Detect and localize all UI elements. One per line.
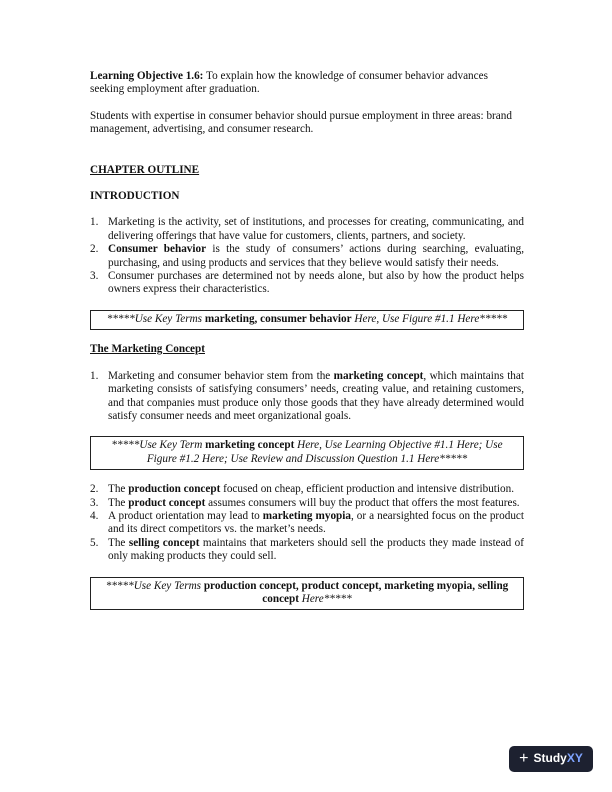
document-page	[90, 70, 524, 623]
list-item: 5. The selling concept maintains that marketers should sell the products they made instead of only making products they could sell.	[90, 536, 524, 563]
list-item: 4. A product orientation may lead to marketing myopia, or a nearsighted focus on the product and its direct competitors vs. the market’s needs.	[90, 509, 524, 536]
key-terms-box-1: *****Use Key Terms marketing, consumer behavior Here, Use Figure #1.1 Here*****	[90, 310, 524, 330]
list-item: 3. Consumer purchases are determined not by needs alone, but also by how the product helps owners express their characteristics.	[90, 270, 524, 296]
learning-objective	[90, 70, 524, 97]
marketing-concept-list-1	[90, 370, 524, 424]
chapter-outline-heading: CHAPTER OUTLINE	[90, 163, 200, 176]
objective-text: To explain how the knowledge of consumer behavior advances seeking employment after graduation.	[90, 70, 488, 96]
studyxy-badge[interactable]	[509, 746, 593, 772]
marketing-concept-list-2	[90, 483, 524, 563]
list-item: 1. Marketing is the activity, set of institutions, and processes for creating, communicating, and delivering offerings that have value for customers, clients, partners, and society.	[90, 216, 524, 242]
introduction-heading: INTRODUCTION	[90, 190, 180, 203]
objective-label: Learning Objective 1.6:	[90, 70, 204, 82]
list-item: 3. The product concept assumes consumers will buy the product that offers the most features.	[90, 496, 520, 509]
list-item: 2. The production concept focused on cheap, efficient production and intensive distribution.	[90, 483, 515, 496]
marketing-concept-heading: The Marketing Concept	[90, 343, 205, 356]
key-terms-box-3: *****Use Key Terms production concept, product concept, marketing myopia, selling concept Here*****	[90, 577, 524, 611]
brand-study: Study	[533, 751, 567, 766]
brand-xy: XY	[566, 751, 583, 766]
students-paragraph: Students with expertise in consumer behavior should pursue employment in three areas: brand management, advertising, and consumer research.	[90, 109, 512, 136]
key-terms-box-2: *****Use Key Term marketing concept Here, Use Learning Objective #1.1 Here; Use Figure #1.2 Here; Use Review and Discussion Question 1.1 Here*****	[90, 436, 524, 470]
plus-icon: +	[519, 750, 529, 768]
list-item: 2. Consumer behavior is the study of consumers’ actions during searching, evaluating, purchasing, and using products and services that they believe would satisfy their needs.	[90, 243, 524, 269]
intro-list	[90, 216, 524, 296]
list-item: 1. Marketing and consumer behavior stem from the marketing concept, which maintains that marketing consists of satisfying consumers’ needs, creating value, and retaining customers, and that companies must produce only those goods that they have already determined would satisfy consumer needs and meet organizational goals.	[90, 369, 524, 422]
